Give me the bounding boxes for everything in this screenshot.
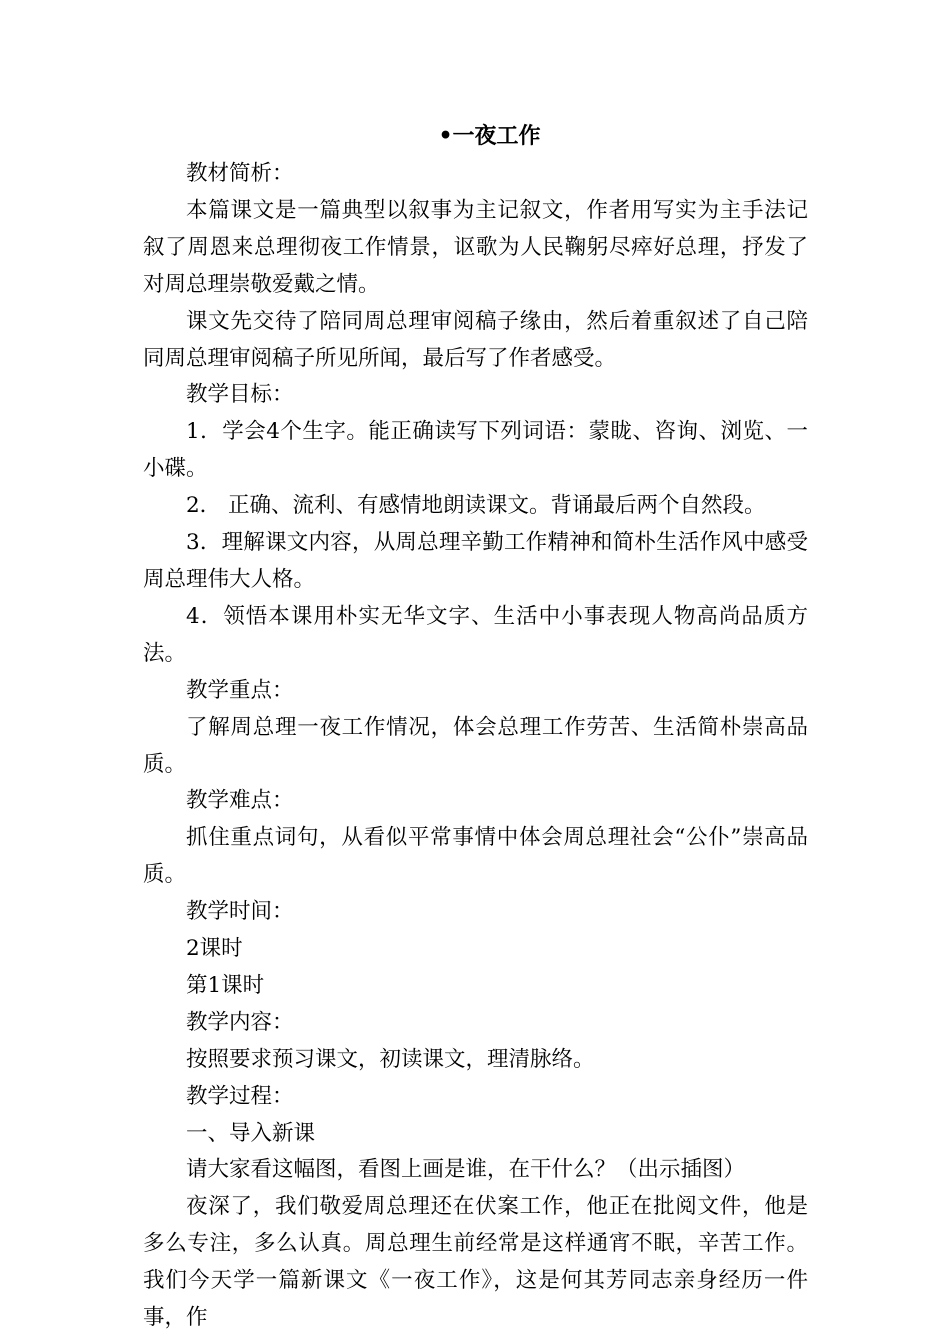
paragraph-step-1: 一、导入新课 bbox=[186, 1120, 316, 1146]
paragraph-content: 按照要求预习课文，初读课文，理清脉络。 bbox=[186, 1046, 595, 1072]
paragraph-key-point-heading: 教学重点： bbox=[186, 677, 294, 703]
paragraph-time-heading: 教学时间： bbox=[186, 899, 294, 925]
paragraph-goal-1: 1．学会4个生字。能正确读写下列词语：蒙眬、咨询、浏览、一小碟。 bbox=[143, 419, 808, 482]
paragraph-analysis-2: 课文先交待了陪同周总理审阅稿子缘由，然后着重叙述了自己陪同周总理审阅稿子所见所闻，最后写了作者感受。 bbox=[143, 308, 808, 371]
paragraph-difficulty: 抓住重点词句，从看似平常事情中体会周总理社会“公仆”崇高品质。 bbox=[143, 825, 808, 888]
paragraph-difficulty-heading: 教学难点： bbox=[186, 788, 294, 814]
paragraph-goal-4: 4．领悟本课用朴实无华文字、生活中小事表现人物高尚品质方法。 bbox=[143, 603, 808, 666]
paragraph-goals-heading: 教学目标： bbox=[186, 382, 294, 408]
paragraph-analysis-1: 本篇课文是一篇典型以叙事为主记叙文，作者用写实为主手法记叙了周恩来总理彻夜工作情景，讴歌为人民鞠躬尽瘁好总理，抒发了对周总理崇敬爱戴之情。 bbox=[143, 197, 808, 297]
paragraph-key-point: 了解周总理一夜工作情况，体会总理工作劳苦、生活简朴崇高品质。 bbox=[143, 714, 808, 777]
paragraph-intro-question: 请大家看这幅图，看图上画是谁，在干什么？（出示插图） bbox=[186, 1157, 746, 1183]
paragraph-goal-2: 2． 正确、流利、有感情地朗读课文。背诵最后两个自然段。 bbox=[186, 493, 766, 519]
paragraph-intro-text: 夜深了，我们敬爱周总理还在伏案工作，他正在批阅文件，他是多么专注，多么认真。周总理生前经常是这样通宵不眠，辛苦工作。我们今天学一篇新课文《一夜工作》，这是何其芳同志亲身经历一件事，作 bbox=[143, 1194, 808, 1331]
paragraph-process-heading: 教学过程： bbox=[186, 1083, 294, 1109]
document-page bbox=[143, 116, 808, 1337]
document-title: •一夜工作 bbox=[438, 123, 541, 149]
paragraph-content-heading: 教学内容： bbox=[186, 1009, 294, 1035]
paragraph-goal-3: 3．理解课文内容，从周总理辛勤工作精神和简朴生活作风中感受周总理伟大人格。 bbox=[143, 530, 808, 592]
paragraph-time: 2课时 bbox=[186, 936, 243, 962]
paragraph-section-heading: 教材简析： bbox=[186, 161, 294, 186]
paragraph-lesson-1: 第1课时 bbox=[186, 972, 265, 998]
